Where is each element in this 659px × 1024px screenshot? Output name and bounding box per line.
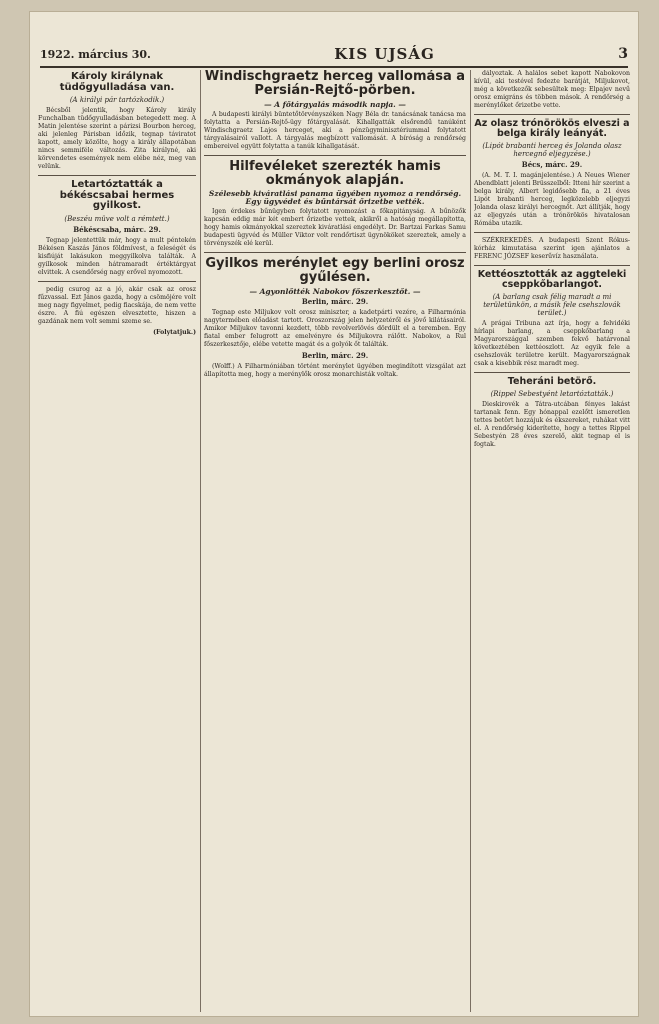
paper-title: KIS UJSÁG	[334, 45, 435, 63]
divider	[474, 114, 630, 115]
article-text: (A. M. T. I. magánjelentése.) A Neues Wiener Abendblatt jelenti Brüsszelből: Itteni hír szerint a belga király, Albert legidősebb fia, a 21 éves Lipót brabanti herceg, legközelebb eljegyzi Jolanda olasz királyi hercegnőt. Azt állítják, hogy az eljegyzés után a trónörökös hivatalosan Rómába utazik.	[474, 171, 630, 227]
advertisement-text: SZÉKREKEDÉS. A budapesti Szent Rókus-kórház kimutatása szerint igen ajánlatos a FERENC JÓZSEF keserűvíz használata.	[474, 236, 630, 260]
column-2	[204, 70, 466, 1012]
divider	[474, 232, 630, 233]
dateline: Bécs, márc. 29.	[521, 159, 583, 169]
article-text	[204, 309, 466, 349]
article-subtitle: — Agyonlőtték Nabokov főszerkesztőt. —	[249, 286, 421, 296]
column-separator	[470, 70, 471, 1012]
article-title: Károly királynak tüdőgyulladása van.	[59, 71, 175, 93]
article-title: Kettéosztották az aggteleki cseppkőbarlangot.	[477, 268, 627, 290]
article-text: A prágai Tribuna azt írja, hogy a felvidéki hírlapi barlang, a cseppkőbarlang a Magyarországgal szemben fekvő határvonal következtében kettéoszlott. Az egyik fele a csehszlovák területre került. Magyarországnak csak a kisebbik rész maradt meg.	[474, 319, 630, 367]
dateline: Berlin, márc. 29.	[301, 296, 369, 306]
article-title: Hilfevéleket szerezték hamis okmányok alapján.	[229, 158, 441, 188]
article-text: Tegnap jelentettük már, hogy a mult péntekén Békésen Kaszás János földmívest, a feleségét és kisfiúját lakásukon meggyilkolva találták. A gyilkosok minden hátramaradt értéktárgyat elvittek. A csendőrség nagy erővel nyomozott.	[38, 236, 196, 276]
article-subtitle: (Rippel Sebestyént letartóztatták.)	[490, 389, 614, 398]
article-subtitle: (A barlang csak félig maradt a mi területünkön, a másik fele csehszlovák terület.)	[483, 292, 621, 317]
article-text: Bécsből jelentik, hogy Károly király Funchalban tüdőgyulladásban betegedett meg. A Matin jelentése szerint a párizsi Bourbon herceg, aki jelenleg Párisban időzik, tegnap táviratot kapott, amely közölte, hogy a király állapotában nincs semmiféle változás. Zita királyné, aki körvendetes események nem elébe néz, meg van velünk.	[38, 107, 196, 170]
article-subtitle: Szélesebb kiváratlási panama ügyében nyomoz a rendőrség. Egy ügyvédet és bűntársát őrizetbe vették.	[208, 189, 462, 207]
article-title: Teheráni betörő.	[507, 375, 597, 387]
column-separator	[200, 70, 201, 1012]
article-text	[204, 208, 466, 248]
article-paragraph: (Wolff.) A Filharmóniában történt merénylet ügyében megindított vizsgálat azt állapította meg, hogy a merénylők orosz monarchisták voltak.	[204, 362, 466, 378]
article-text	[204, 111, 466, 151]
page-number: 3	[618, 46, 628, 62]
article-text: Dieskirovék a Tátra-utcában fényes lakást tartanak fenn. Egy hónappal ezelőtt ismeretlen tettes betört hozzájuk és ékszereket, ruhákat vitt el. A rendőrség kiderítette, hogy a tettes Rippel Sebestyén 28 éves szerelő, akit tegnap el is fogtak.	[474, 400, 630, 448]
divider	[38, 281, 196, 282]
divider	[38, 175, 196, 176]
article-title: Gyilkos merénylet egy berlini orosz gyűlésen.	[205, 256, 465, 286]
article-paragraph: A budapesti királyi büntetőtörvényszéken Nagy Béla dr. tanácsának tanácsa ma folytatta a Persián-Rejtő-ügy főtárgyalását. Kihallgatták elsőrendű tanúként Windischgraetz Lajos herceget, aki a pénzügyminisztériummal folytatott tárgyalásairól vallott. A tárgyalás megbízott vallomását. A bíróság a rendőrség embereivel együtt folytatta a tanúk kihallgatását.	[204, 110, 466, 150]
dateline: Békéscsaba, márc. 29.	[73, 224, 161, 234]
divider	[474, 265, 630, 266]
divider	[204, 155, 466, 156]
dateline: Berlin, márc. 29.	[301, 350, 369, 360]
divider	[474, 372, 630, 373]
article-subtitle: (Beszéu müve volt a rémtett.)	[64, 214, 170, 223]
column-3	[474, 70, 630, 1012]
article-text	[204, 363, 466, 379]
issue-date: 1922. március 30.	[40, 47, 151, 61]
article-title: Windischgraetz herceg vallomása a Persián-Rejtő-pörben.	[204, 70, 466, 99]
article-title: Letartóztatták a békéscsabai hermes gyilkost.	[59, 179, 175, 211]
newspaper-page	[30, 12, 638, 1016]
article-subtitle: (Lipót brabanti herceg és Jolanda olasz hercegnő eljegyzése.)	[482, 141, 622, 158]
article-paragraph: Igen érdekes bűnügyben folytatott nyomozást a főkapitányság. A bűnözők kapcsán eddig már két embert őrizetbe vettek, akikről a hatóság megállapította, hogy hamis okmányokkal szereztek kiváratlási engedélyt. Dr. Bartzai Farkas Samu budapesti ügyvéd és Müller Viktor volt rendőrtiszt ügynököket szereztek, amely a törvényszék elé kerül.	[204, 208, 466, 248]
article-text: pedig csurog az a jó, akár csak az orosz fűzvassal. Ezt János gazda, hogy a csömöjére volt meg nagy figyelmet, pedig fiacskája, de nem vette észre. A fiú egészen elvesztette, hiszen a gazdának nem volt semmi szeme se.	[38, 285, 196, 325]
article-title: Az olasz trónörökös elveszi a belga király leányát.	[474, 118, 630, 139]
masthead	[40, 42, 628, 68]
continued-note: (Folytatjuk.)	[153, 328, 196, 336]
article-paragraph: Tegnap este Miljukov volt orosz miniszter, a kadetpárti vezére, a Filharmónia nagytermében előadást tartott. Oroszország jelen helyzetéről és jövő kilátásairól. Amikor Miljukov tavonni kezdett, több revolverlövés dördült el a teremben. Egy fiatal ember felugrott az emelvényre és Miljukovra rálőtt. Nabokov, a Rul főszerkesztője, elébe vetette magát és a golyók őt találták.	[204, 308, 466, 348]
article-subtitle: (A királyi pár tartózkodik.)	[69, 96, 165, 104]
article-subtitle: — A főtárgyalás második napja. —	[264, 99, 406, 109]
article-text: dályoztak. A halálos sebet kapott Nabokovon kívül, aki testével fedezte barátját, Miljukovot, még a következők sebesültek meg: Elpajev nevű orosz emigráns és többen mások. A rendőrség a merénylőket őrizetbe vette.	[474, 70, 630, 109]
column-1	[38, 70, 196, 1012]
divider	[204, 252, 466, 253]
